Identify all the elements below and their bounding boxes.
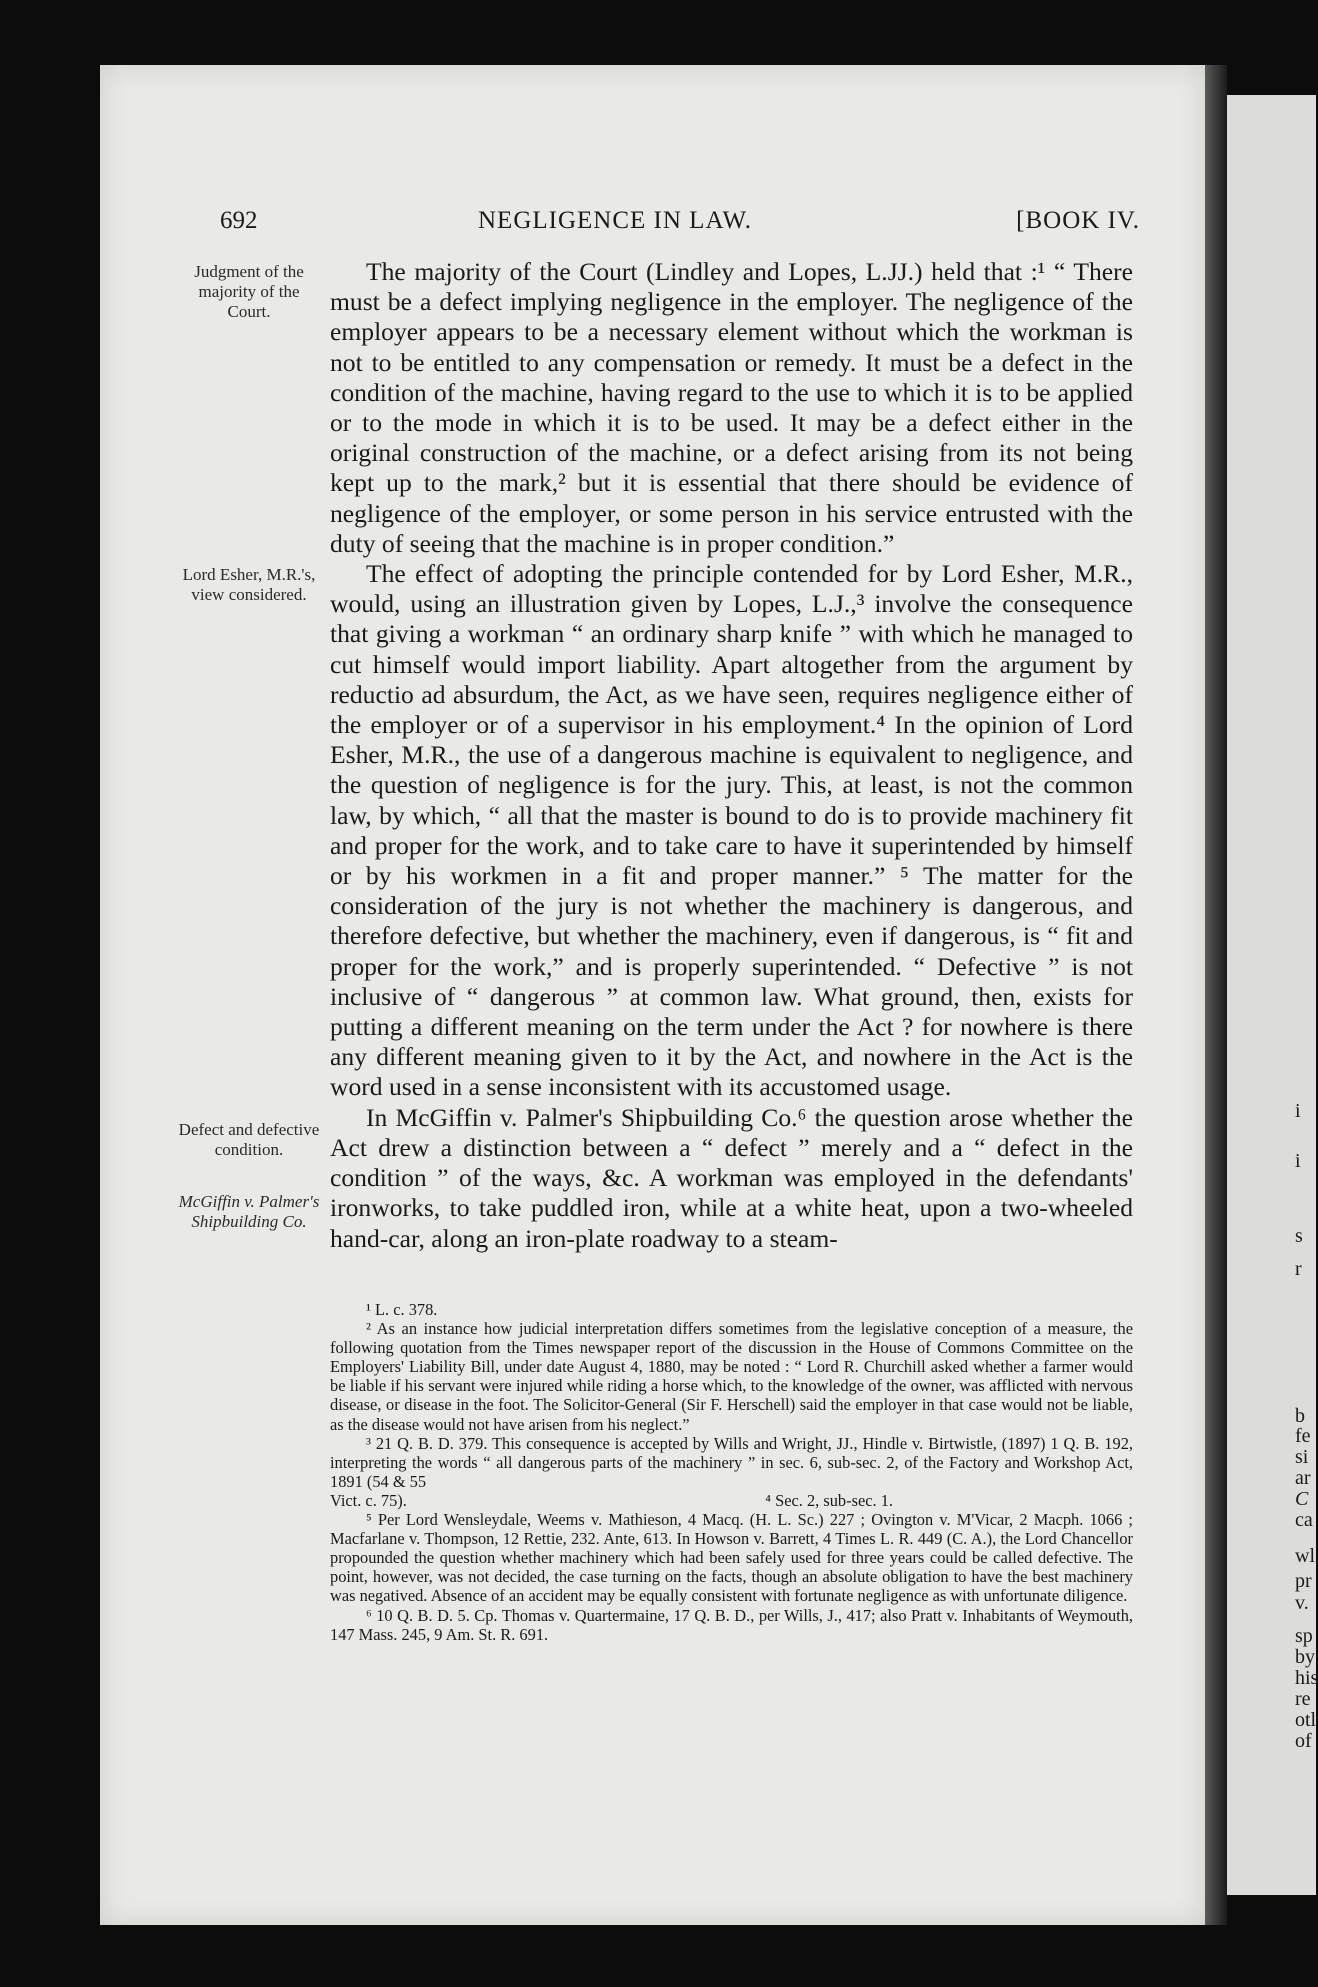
footnote-3: ³ 21 Q. B. D. 379. This consequence is accepted by Wills and Wright, JJ., Hindle v. Birtwistle, (1897) 1 Q. B. 192, interpreting the words “ all dangerous parts of the machinery ” in sec. 6, sub-sec. 2, of the Factory and Workshop Act, 1891 (54 & 55	[330, 1433, 1133, 1491]
margin-note-judgment: Judgment of the majority of the Court.	[194, 262, 304, 321]
footnote-4: ⁴ Sec. 2, sub-sec. 1.	[765, 1490, 893, 1510]
facing-fragment: of	[1295, 1730, 1312, 1752]
facing-fragment: b	[1295, 1405, 1305, 1427]
facing-fragment: ca	[1295, 1509, 1313, 1531]
facing-fragment: C	[1295, 1488, 1309, 1510]
body-text	[330, 257, 1133, 1254]
paragraph-1: The majority of the Court (Lindley and Lopes, L.JJ.) held that :¹ “ There must be a defect implying negligence in the employer. The negligence of the employer appears to be a necessary element without which the workman is not to be entitled to any compensation or remedy. It must be a defect in the condition of the machine, having regard to the use to which it is to be applied or to the mode in which it is to be used. It may be a defect either in the original construction of the machine, or a defect arising from its not being kept up to the mark,² but it is essential that there should be evidence of negligence of the employer, or some person in his service entrusted with the duty of seeing that the machine is in proper condition.”	[330, 257, 1133, 558]
facing-fragment: pr	[1295, 1570, 1312, 1592]
footnote-6: ⁶ 10 Q. B. D. 5. Cp. Thomas v. Quartermaine, 17 Q. B. D., per Wills, J., 417; also Pratt v. Inhabitants of Weymouth, 147 Mass. 245, 9 Am. St. R. 691.	[330, 1605, 1133, 1644]
facing-fragment: otl	[1295, 1709, 1317, 1731]
footnote-3-4-line	[330, 1491, 1133, 1510]
footnote-5: ⁵ Per Lord Wensleydale, Weems v. Mathieson, 4 Macq. (H. L. Sc.) 227 ; Ovington v. M'Vicar, 2 Macph. 1066 ; Macfarlane v. Thompson, 12 Rettie, 232. Ante, 613. In Howson v. Barrett, 4 Times L. R. 449 (C. A.), the Lord Chancellor propounded the question whether machinery which had been safely used for three years could be called defective. The point, however, was not decided, the case turning on the facts, though an absolute obligation to have the best machinery was negatived. Absence of an accident may be equally consistent with fortunate negligence as with unfortunate diligence.	[330, 1510, 1133, 1606]
facing-fragment: s	[1295, 1225, 1303, 1247]
facing-fragment: i	[1295, 1100, 1301, 1122]
page-number: 692	[220, 207, 258, 234]
footnote-2: ² As an instance how judicial interpretation differs sometimes from the legislative conception of a measure, the following quotation from the Times newspaper report of the discussion in the House of Commons Committee on the Employers' Liability Bill, under date August 4, 1880, may be noted : “ Lord R. Churchill asked whether a farmer would be liable if his servant were injured while riding a horse which, to the knowledge of the owner, was afflicted with nervous disease, or disease in the foot. The Solicitor-General (Sir F. Herschell) said the employer in that case would not be liable, as the disease would not have arisen from his neglect.”	[330, 1319, 1133, 1434]
facing-fragment: si	[1295, 1446, 1309, 1468]
margin-note-mcgiffin: McGiffin v. Palmer's Shipbuilding Co.	[178, 1192, 320, 1231]
page-gutter	[1205, 65, 1227, 1925]
facing-fragment: sp	[1295, 1625, 1313, 1647]
margin-note-defect: Defect and defective condition.	[178, 1120, 320, 1159]
margin-note-esher: Lord Esher, M.R.'s, view considered.	[182, 565, 316, 604]
running-title: NEGLIGENCE IN LAW.	[478, 207, 753, 234]
facing-fragment: re	[1295, 1688, 1311, 1710]
facing-fragment: r	[1295, 1258, 1302, 1280]
paragraph-2: The effect of adopting the principle contended for by Lord Esher, M.R., would, using an illustration given by Lopes, L.J.,³ involve the consequence that giving a workman “ an ordinary sharp knife ” with which he managed to cut himself would import liability. Apart altogether from the argument by reductio ad absurdum, the Act, as we have seen, requires negligence either of the employer or of a supervisor in his employment.⁴ In the opinion of Lord Esher, M.R., the use of a dangerous machine is equivalent to negligence, and the question of negligence is for the jury. This, at least, is not the common law, by which, “ all that the master is bound to do is to provide machinery fit and proper for the work, and to take care to have it superintended by himself or by his workmen in a fit and proper manner.” ⁵ The matter for the consideration of the jury is not whether the machinery is dangerous, and therefore defective, but whether the machinery, even if dangerous, is “ fit and proper for the work,” and is properly superintended. “ Defective ” is not inclusive of “ dangerous ” at common law. What ground, then, exists for putting a different meaning on the term under the Act ? for nowhere is there any different meaning given to it by the Act, and nowhere in the Act is the word used in a sense inconsistent with its accustomed usage.	[330, 559, 1133, 1102]
footnote-3-end: Vict. c. 75).	[330, 1490, 407, 1510]
running-header	[220, 207, 1140, 243]
facing-fragment: his	[1295, 1667, 1318, 1689]
facing-fragment: fe	[1295, 1425, 1311, 1447]
facing-fragment: by	[1295, 1646, 1315, 1668]
paragraph-3: In McGiffin v. Palmer's Shipbuilding Co.⁶ the question arose whether the Act drew a distinction between a “ defect ” merely and a “ defect in the condition ” of the ways, &c. A workman was employed in the defendants' ironworks, to take puddled iron, while at a white heat, upon a two-wheeled hand-car, along an iron-plate roadway to a steam-	[330, 1102, 1133, 1253]
footnote-1: ¹ L. c. 378.	[366, 1300, 438, 1319]
facing-fragment: v.	[1295, 1592, 1309, 1614]
facing-fragment: ar	[1295, 1467, 1311, 1489]
footnotes	[330, 1300, 1133, 1644]
facing-fragment: wl	[1295, 1545, 1315, 1567]
book-label: [BOOK IV.	[1016, 207, 1140, 234]
facing-fragment: i	[1295, 1150, 1301, 1172]
